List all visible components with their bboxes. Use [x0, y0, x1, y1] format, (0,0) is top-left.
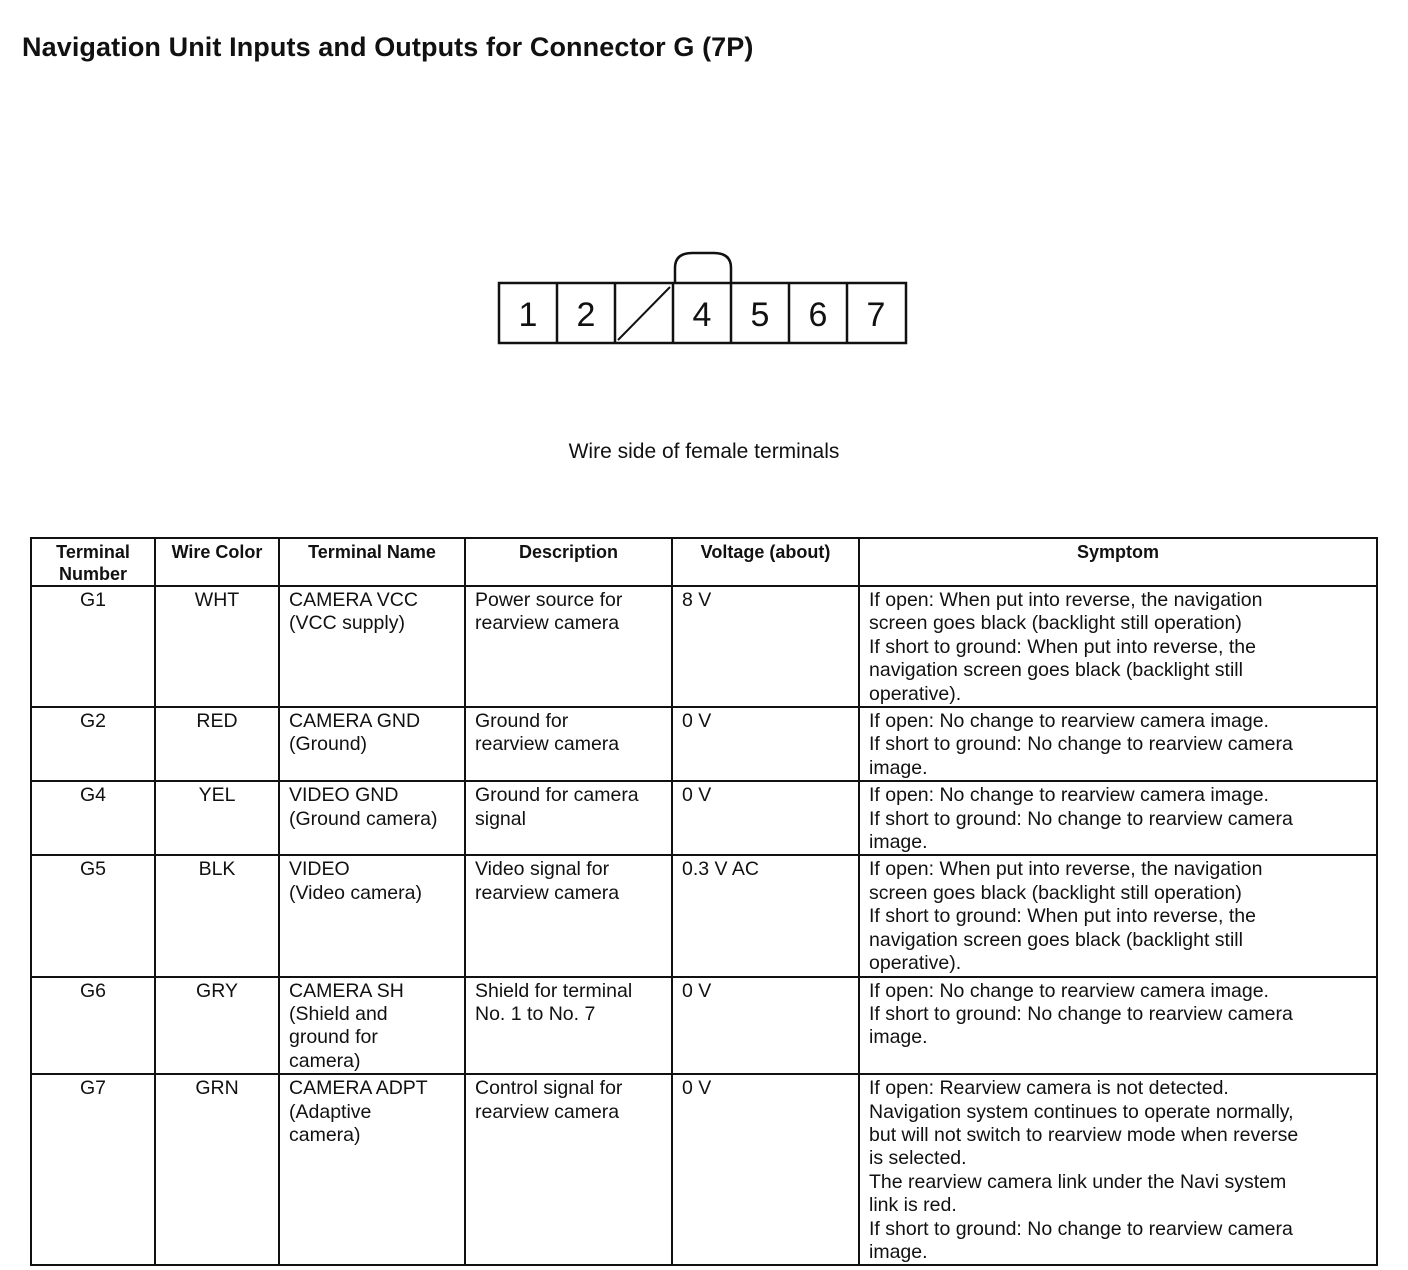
name-line: CAMERA ADPT	[289, 1077, 428, 1100]
page-title: Navigation Unit Inputs and Outputs for Connector G (7P)	[22, 32, 754, 62]
description-cell	[465, 1074, 672, 1265]
description-line: Control signal for	[475, 1077, 623, 1100]
description-line: signal	[475, 807, 526, 830]
symptom-line: but will not switch to rearview mode when reverse	[869, 1123, 1299, 1146]
symptom-line: If short to ground: No change to rearview camera	[869, 1002, 1293, 1025]
description-cell	[465, 977, 672, 1075]
symptom-line: image.	[869, 756, 928, 779]
voltage-cell: 0 V	[672, 1074, 859, 1265]
connector-latch	[675, 253, 731, 283]
symptom-cell	[859, 855, 1377, 976]
table-row	[31, 707, 1377, 781]
symptom-cell	[859, 781, 1377, 855]
symptom-line: If short to ground: No change to rearview camera	[869, 1217, 1293, 1240]
description-cell	[465, 855, 672, 976]
terminal-cell: G6	[31, 977, 155, 1075]
terminal-name-cell	[279, 855, 465, 976]
terminal-name-cell	[279, 781, 465, 855]
pin-5: 5	[750, 296, 770, 334]
description-line: Shield for terminal	[475, 979, 633, 1002]
terminal-name-cell	[279, 977, 465, 1075]
symptom-line: operative).	[869, 952, 962, 975]
description-cell	[465, 586, 672, 707]
connector-caption: Wire side of female terminals	[568, 440, 840, 463]
description-cell	[465, 781, 672, 855]
symptom-line: If short to ground: No change to rearview camera	[869, 807, 1293, 830]
symptom-line: image.	[869, 1026, 928, 1049]
voltage-cell: 0 V	[672, 781, 859, 855]
voltage-cell: 0.3 V AC	[672, 855, 859, 976]
pin-4: 4	[692, 296, 712, 334]
symptom-line: If open: Rearview camera is not detected.	[869, 1077, 1229, 1100]
pin-2: 2	[576, 296, 596, 334]
symptom-line: navigation screen goes black (backlight still	[869, 928, 1243, 951]
symptom-cell	[859, 1074, 1377, 1265]
symptom-line: screen goes black (backlight still operation)	[869, 881, 1242, 904]
table-row	[31, 1074, 1377, 1265]
table-row	[31, 781, 1377, 855]
terminal-cell: G2	[31, 707, 155, 781]
table-row	[31, 977, 1377, 1075]
name-line: (Adaptive	[289, 1100, 372, 1123]
symptom-line: screen goes black (backlight still operation)	[869, 612, 1242, 635]
name-line: CAMERA GND	[289, 710, 421, 733]
symptom-line: navigation screen goes black (backlight still	[869, 659, 1243, 682]
terminal-name-cell	[279, 1074, 465, 1265]
name-line: (Ground)	[289, 733, 368, 756]
symptom-cell	[859, 586, 1377, 707]
symptom-line: image.	[869, 831, 928, 854]
wire-color-cell: WHT	[155, 586, 279, 707]
name-line: (Shield and	[289, 1002, 388, 1025]
terminal-name-cell	[279, 707, 465, 781]
symptom-line: If short to ground: When put into reverse, the	[869, 905, 1256, 928]
wire-color-cell: RED	[155, 707, 279, 781]
wire-color-cell: GRY	[155, 977, 279, 1075]
terminal-cell: G7	[31, 1074, 155, 1265]
name-line: VIDEO GND	[289, 784, 399, 807]
pin-1: 1	[518, 296, 538, 334]
name-line: CAMERA VCC	[289, 589, 418, 611]
header-terminal-line: Terminal	[56, 542, 130, 562]
terminal-cell: G5	[31, 855, 155, 976]
header-description: Description	[465, 538, 672, 586]
symptom-line: is selected.	[869, 1147, 967, 1170]
name-line: camera)	[289, 1049, 361, 1072]
symptom-line: Navigation system continues to operate normally,	[869, 1100, 1294, 1123]
description-line: Ground for	[475, 710, 569, 733]
name-line: (Video camera)	[289, 881, 422, 904]
wire-color-cell: BLK	[155, 855, 279, 976]
header-number-line: Number	[58, 564, 127, 584]
wire-color-cell: GRN	[155, 1074, 279, 1265]
symptom-line: image.	[869, 1240, 928, 1263]
table-row	[31, 586, 1377, 707]
name-line: (Ground camera)	[289, 807, 438, 830]
pinout-table	[30, 537, 1378, 1266]
name-line: VIDEO	[289, 858, 350, 881]
header-symptom: Symptom	[859, 538, 1377, 586]
symptom-line: If open: When put into reverse, the navigation	[869, 589, 1263, 611]
symptom-cell	[859, 977, 1377, 1075]
symptom-line: The rearview camera link under the Navi system	[869, 1170, 1287, 1193]
symptom-line: link is red.	[869, 1194, 957, 1217]
table-row	[31, 855, 1377, 976]
description-line: No. 1 to No. 7	[475, 1002, 596, 1025]
symptom-cell	[859, 707, 1377, 781]
header-terminal-number	[31, 538, 155, 586]
header-voltage: Voltage (about)	[672, 538, 859, 586]
voltage-cell: 0 V	[672, 977, 859, 1075]
name-line: (VCC supply)	[289, 612, 405, 635]
description-line: rearview camera	[475, 881, 620, 904]
connector-diagram	[0, 0, 1408, 420]
symptom-line: If short to ground: When put into reverse, the	[869, 635, 1256, 658]
header-wire-color: Wire Color	[155, 538, 279, 586]
description-line: rearview camera	[475, 733, 620, 756]
pin-7: 7	[866, 296, 886, 334]
symptom-line: If short to ground: No change to rearview camera	[869, 733, 1293, 756]
header-terminal-name: Terminal Name	[279, 538, 465, 586]
description-line: rearview camera	[475, 612, 620, 635]
symptom-line: If open: No change to rearview camera image.	[869, 979, 1269, 1002]
symptom-line: If open: No change to rearview camera image.	[869, 784, 1269, 807]
description-line: rearview camera	[475, 1100, 620, 1123]
symptom-line: If open: When put into reverse, the navigation	[869, 858, 1263, 881]
symptom-line: operative).	[869, 682, 962, 705]
symptom-line: If open: No change to rearview camera image.	[869, 710, 1269, 733]
description-cell	[465, 707, 672, 781]
name-line: ground for	[289, 1026, 378, 1049]
wire-color-cell: YEL	[155, 781, 279, 855]
voltage-cell: 0 V	[672, 707, 859, 781]
terminal-cell: G1	[31, 586, 155, 707]
terminal-name-cell	[279, 586, 465, 707]
description-line: Ground for camera	[475, 784, 639, 807]
voltage-cell: 8 V	[672, 586, 859, 707]
description-line: Video signal for	[475, 858, 610, 881]
name-line: CAMERA SH	[289, 979, 404, 1002]
table-header-row	[31, 538, 1377, 586]
terminal-cell: G4	[31, 781, 155, 855]
pin-6: 6	[808, 296, 828, 334]
name-line: camera)	[289, 1123, 361, 1146]
description-line: Power source for	[475, 589, 623, 611]
